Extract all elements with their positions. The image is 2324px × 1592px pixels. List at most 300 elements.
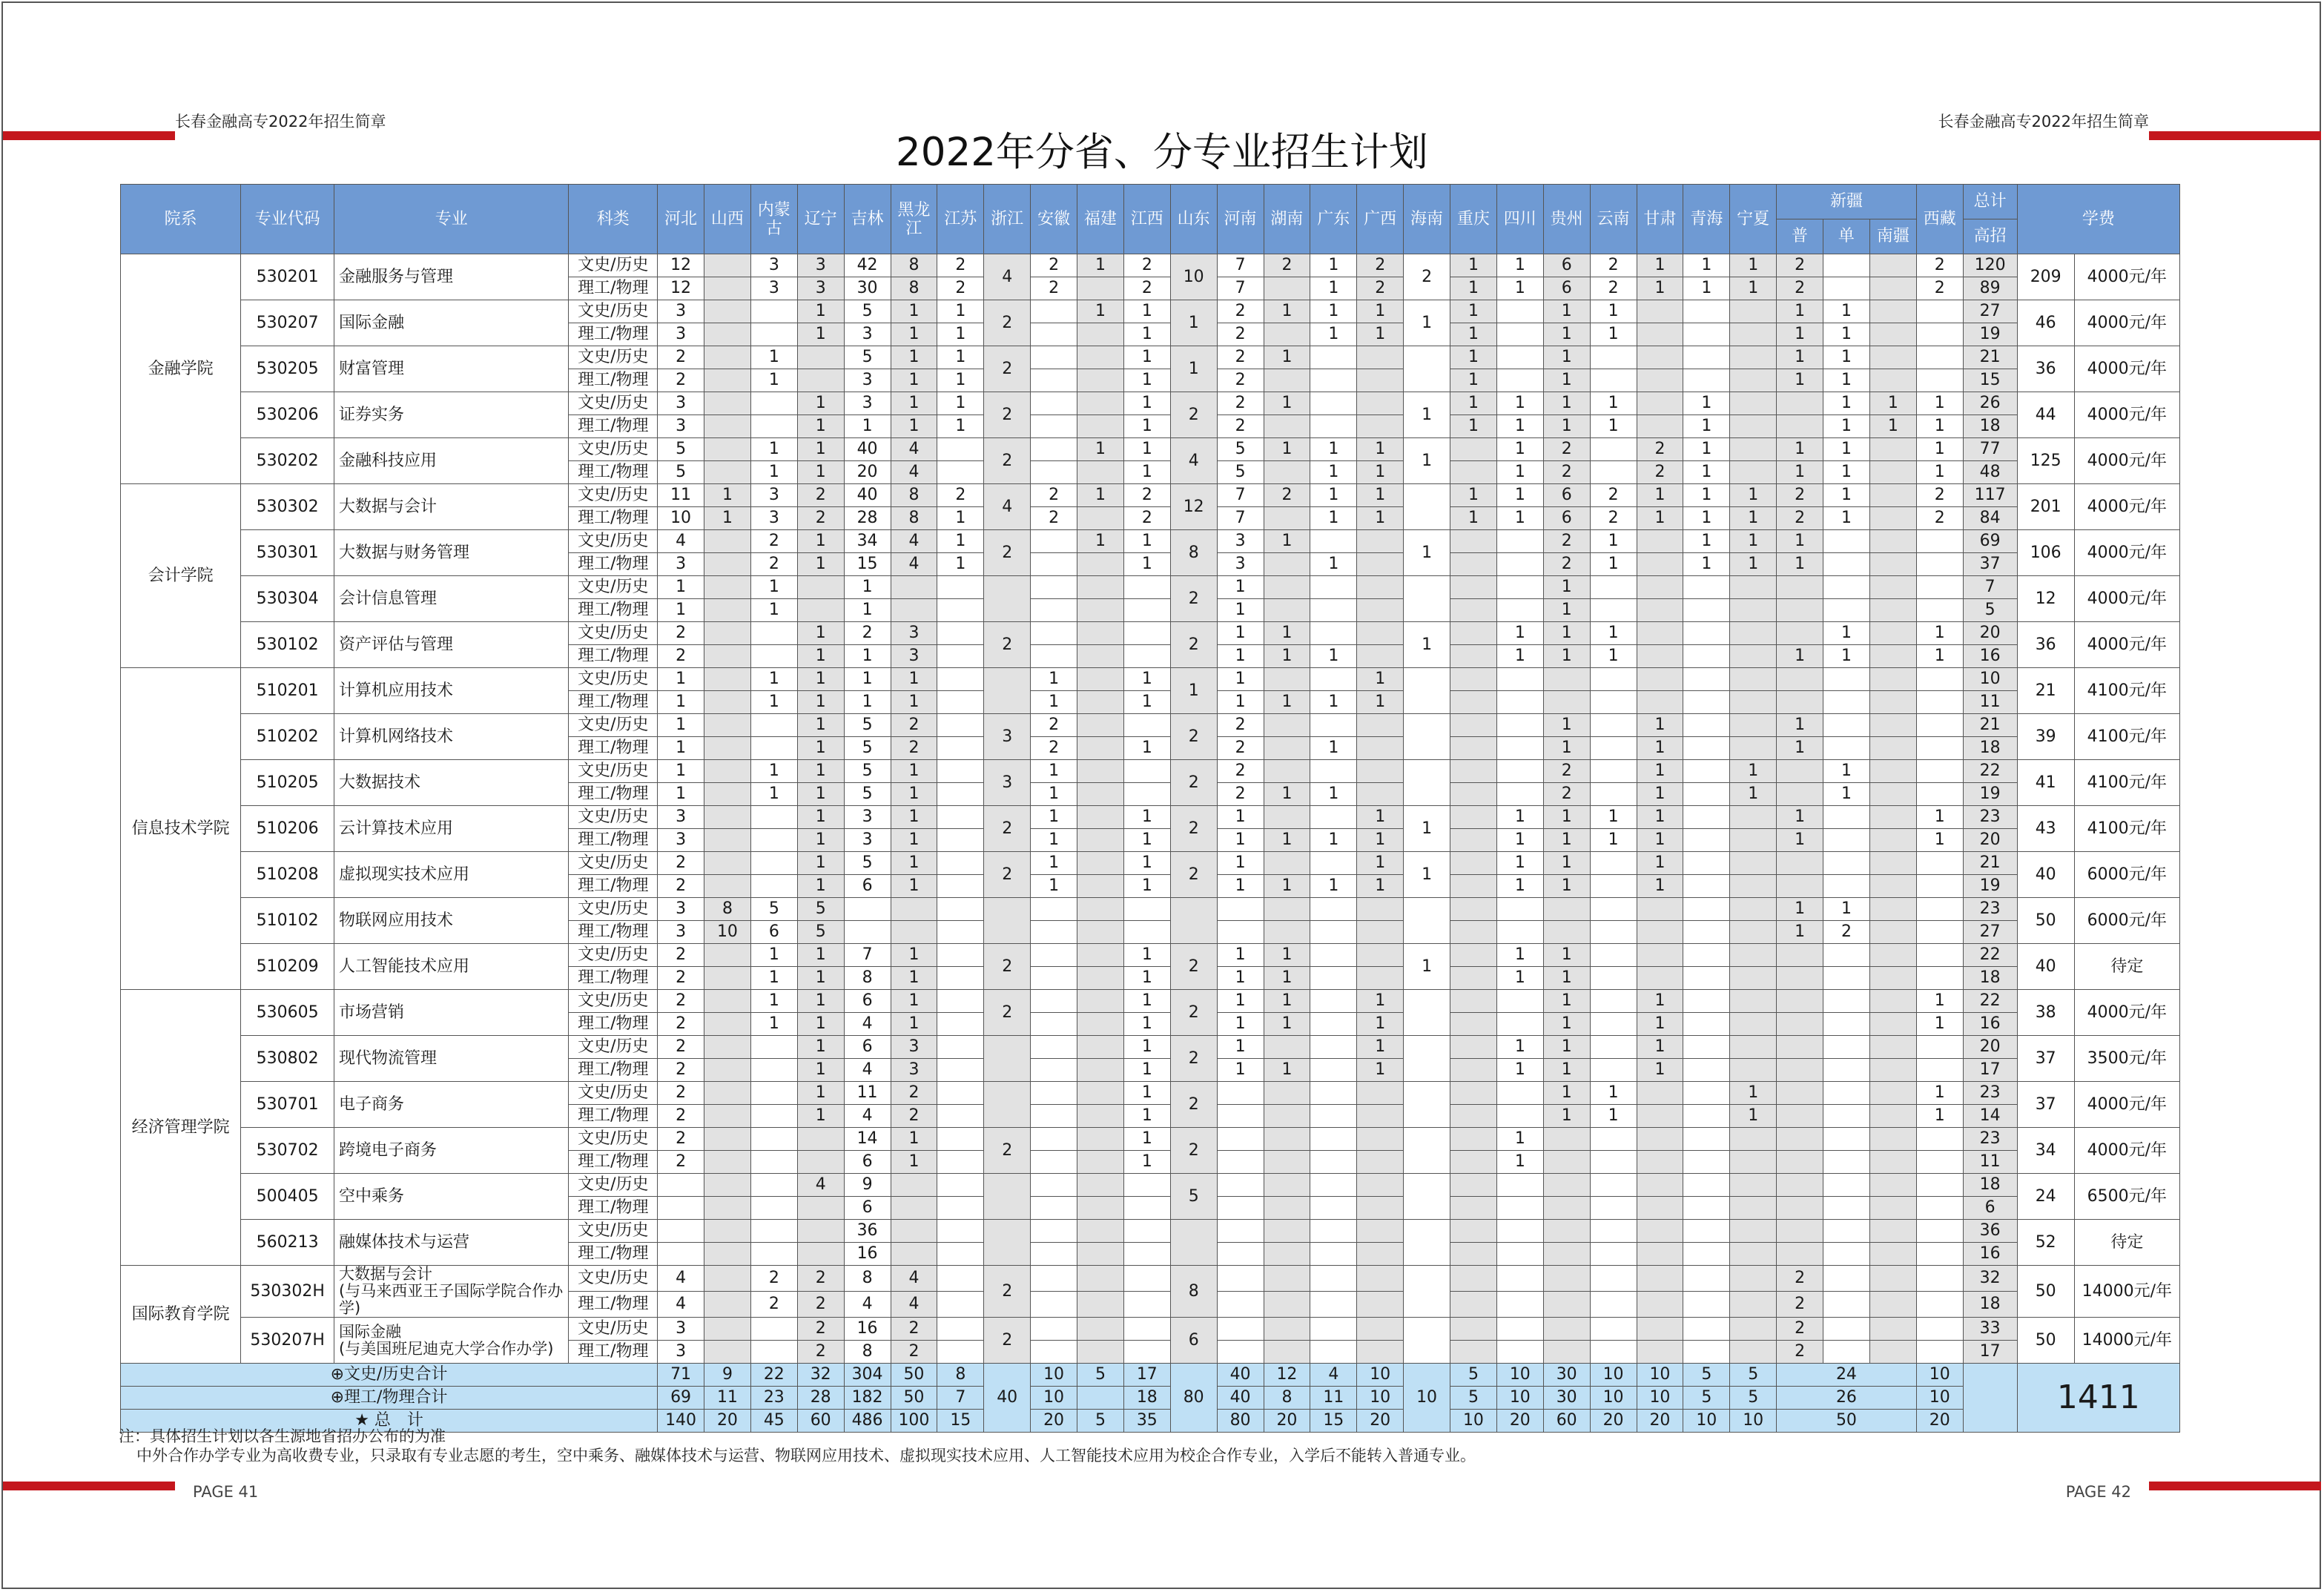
total-cell: 20 (1590, 1410, 1637, 1433)
quota-cell: 1 (1450, 277, 1497, 300)
quota-cell (750, 622, 797, 645)
quota-cell (1031, 438, 1077, 461)
major-name-cell (334, 576, 569, 622)
quota-cell (1777, 599, 1823, 622)
quota-cell (750, 1341, 797, 1364)
major-name: 人工智能技术应用 (339, 957, 470, 976)
quota-cell: 2 (658, 622, 704, 645)
quota-cell: 1 (1916, 1082, 1963, 1105)
total-cell: 20 (704, 1410, 751, 1433)
col-province-header: 黑龙江 (891, 185, 937, 254)
table-row (121, 668, 2180, 691)
quota-cell: 1 (1777, 898, 1823, 921)
quota-cell (1823, 1197, 1870, 1220)
quota-cell: 1 (1543, 1059, 1590, 1082)
quota-cell: 4 (891, 553, 937, 576)
quota-cell: 1 (1123, 461, 1170, 484)
quota-cell: 1 (1404, 806, 1450, 852)
quota-cell: 1 (1496, 875, 1543, 898)
quota-cell (1916, 1036, 1963, 1059)
quota-cell: 2 (1264, 484, 1310, 507)
quota-cell: 1 (1404, 530, 1450, 576)
total-cell (1077, 1387, 1124, 1410)
quota-cell (1777, 1174, 1823, 1197)
quota-cell: 2 (658, 1059, 704, 1082)
quota-cell (937, 599, 984, 622)
gaozhao-cell: 21 (1963, 714, 2017, 737)
quota-cell (704, 553, 751, 576)
quota-cell (1683, 990, 1730, 1013)
quota-cell (1264, 1036, 1310, 1059)
quota-cell: 2 (1543, 438, 1590, 461)
quota-cell: 1 (891, 691, 937, 714)
quota-cell (1730, 829, 1777, 852)
major-total: 12 (2017, 576, 2074, 622)
major-fee: 3500元/年 (2074, 1036, 2179, 1082)
major-total: 209 (2017, 254, 2074, 300)
quota-cell (1357, 576, 1404, 599)
table-row (121, 392, 2180, 415)
quota-cell: 1 (1683, 392, 1730, 415)
category-label: 理工/物理 (569, 277, 658, 300)
quota-cell: 1 (1404, 392, 1450, 438)
quota-cell (1683, 783, 1730, 806)
quota-cell (1357, 1174, 1404, 1197)
quota-cell (1590, 1059, 1637, 1082)
table-row (121, 1266, 2180, 1292)
quota-cell (1916, 1059, 1963, 1082)
gaozhao-cell: 69 (1963, 530, 2017, 553)
quota-cell: 12 (658, 254, 704, 277)
quota-cell (1310, 1082, 1357, 1105)
quota-cell (1450, 1174, 1497, 1197)
quota-cell: 1 (1543, 1013, 1590, 1036)
quota-cell (750, 829, 797, 852)
quota-cell (1310, 1059, 1357, 1082)
quota-cell: 2 (1031, 277, 1077, 300)
quota-cell (1683, 829, 1730, 852)
quota-cell (1637, 415, 1683, 438)
quota-cell: 1 (658, 668, 704, 691)
col-province-header: 宁夏 (1730, 185, 1777, 254)
quota-cell (750, 1082, 797, 1105)
quota-cell: 1 (1123, 737, 1170, 760)
quota-cell: 7 (1217, 277, 1264, 300)
quota-cell: 1 (1683, 461, 1730, 484)
quota-cell: 1 (1123, 392, 1170, 415)
quota-cell (1450, 806, 1497, 829)
quota-cell: 10 (658, 507, 704, 530)
quota-cell (1777, 1243, 1823, 1266)
quota-cell (1823, 254, 1870, 277)
quota-cell (1869, 760, 1916, 783)
quota-cell (1031, 1266, 1077, 1292)
quota-cell (937, 1243, 984, 1266)
quota-cell: 2 (1590, 254, 1637, 277)
quota-cell (1730, 415, 1777, 438)
quota-cell (1869, 1105, 1916, 1128)
total-cell: 5 (1683, 1387, 1730, 1410)
col-province-header: 甘肃 (1637, 185, 1683, 254)
quota-cell (1683, 1197, 1730, 1220)
quota-cell (1264, 806, 1310, 829)
quota-cell: 7 (1217, 507, 1264, 530)
quota-cell (1077, 1151, 1124, 1174)
quota-cell (704, 461, 751, 484)
quota-cell: 3 (658, 553, 704, 576)
quota-cell: 1 (658, 783, 704, 806)
quota-cell (1310, 852, 1357, 875)
quota-cell (1543, 1197, 1590, 1220)
quota-cell (1823, 1059, 1870, 1082)
quota-cell (1869, 438, 1916, 461)
total-cell: 11 (1310, 1387, 1357, 1410)
quota-cell (704, 990, 751, 1013)
quota-cell (704, 576, 751, 599)
quota-cell: 1 (937, 507, 984, 530)
table-row (121, 576, 2180, 599)
quota-cell (1264, 323, 1310, 346)
quota-cell: 1 (1077, 484, 1124, 507)
quota-cell: 1 (1496, 967, 1543, 990)
quota-cell: 1 (1077, 254, 1124, 277)
quota-cell: 3 (658, 829, 704, 852)
quota-cell: 3 (658, 1341, 704, 1364)
quota-cell: 6 (844, 875, 891, 898)
quota-cell (1170, 1220, 1217, 1266)
quota-cell (750, 415, 797, 438)
category-label: 文史/历史 (569, 622, 658, 645)
quota-cell (704, 852, 751, 875)
total-row (121, 1364, 2180, 1387)
quota-cell: 4 (658, 530, 704, 553)
major-fee: 4000元/年 (2074, 990, 2179, 1036)
quota-cell: 1 (1264, 783, 1310, 806)
quota-cell: 1 (1123, 1105, 1170, 1128)
page-number-right: PAGE 42 (2065, 1483, 2131, 1501)
quota-cell: 1 (797, 530, 844, 553)
quota-cell (1823, 1266, 1870, 1292)
quota-cell: 9 (844, 1174, 891, 1197)
quota-cell: 2 (891, 714, 937, 737)
quota-cell (1637, 530, 1683, 553)
quota-cell (1077, 461, 1124, 484)
quota-cell (1869, 254, 1916, 277)
quota-cell (1310, 576, 1357, 599)
quota-cell (1916, 553, 1963, 576)
category-label: 文史/历史 (569, 1266, 658, 1292)
category-label: 理工/物理 (569, 1151, 658, 1174)
total-cell: 71 (658, 1364, 704, 1387)
quota-cell (1637, 1292, 1683, 1318)
quota-cell: 1 (797, 783, 844, 806)
quota-cell (1357, 599, 1404, 622)
quota-cell (1031, 1082, 1077, 1105)
quota-cell (704, 415, 751, 438)
footer-bar-left (3, 1482, 175, 1490)
total-cell: 23 (750, 1387, 797, 1410)
major-name: 金融服务与管理 (339, 267, 454, 286)
quota-cell (1916, 783, 1963, 806)
quota-cell (1730, 898, 1777, 921)
quota-cell: 2 (797, 507, 844, 530)
quota-cell: 2 (658, 346, 704, 369)
quota-cell: 2 (891, 737, 937, 760)
quota-cell (1450, 852, 1497, 875)
quota-cell (704, 668, 751, 691)
quota-cell: 1 (937, 392, 984, 415)
table-row (121, 898, 2180, 921)
quota-cell: 2 (891, 1318, 937, 1341)
major-name-cell (334, 806, 569, 852)
quota-cell (1310, 1220, 1357, 1243)
quota-cell: 1 (1404, 438, 1450, 484)
footer-bar-right (2149, 1482, 2321, 1490)
quota-cell (1590, 1220, 1637, 1243)
quota-cell (1869, 530, 1916, 553)
total-cell: 20 (1916, 1410, 1963, 1433)
quota-cell: 3 (891, 1059, 937, 1082)
quota-cell (1031, 415, 1077, 438)
quota-cell (1496, 576, 1543, 599)
quota-cell (1823, 967, 1870, 990)
quota-cell: 34 (844, 530, 891, 553)
quota-cell: 2 (1637, 461, 1683, 484)
quota-cell: 1 (1310, 737, 1357, 760)
total-cell: 20 (1357, 1410, 1404, 1433)
quota-cell: 2 (1031, 484, 1077, 507)
quota-cell: 3 (658, 415, 704, 438)
quota-cell (1077, 875, 1124, 898)
major-name-cell (334, 530, 569, 576)
quota-cell (1730, 1174, 1777, 1197)
quota-cell (1637, 553, 1683, 576)
quota-cell: 3 (658, 323, 704, 346)
major-code: 530207 (241, 300, 334, 346)
category-label: 理工/物理 (569, 553, 658, 576)
quota-cell (1031, 921, 1077, 944)
total-cell: 10 (1590, 1364, 1637, 1387)
gaozhao-cell: 18 (1963, 967, 2017, 990)
quota-cell (1916, 737, 1963, 760)
major-code: 530605 (241, 990, 334, 1036)
quota-cell (704, 714, 751, 737)
quota-cell (1916, 323, 1963, 346)
major-fee: 4000元/年 (2074, 530, 2179, 576)
quota-cell (1310, 1266, 1357, 1292)
quota-cell: 1 (1357, 806, 1404, 829)
quota-cell (1683, 1220, 1730, 1243)
quota-cell (1590, 1013, 1637, 1036)
major-total: 50 (2017, 898, 2074, 944)
quota-cell (1777, 967, 1823, 990)
quota-cell: 2 (1217, 323, 1264, 346)
major-total: 34 (2017, 1128, 2074, 1174)
quota-cell (1590, 438, 1637, 461)
quota-cell (1310, 599, 1357, 622)
major-total: 106 (2017, 530, 2074, 576)
quota-cell (1077, 714, 1124, 737)
quota-cell: 1 (1730, 1082, 1777, 1105)
quota-cell (1637, 1197, 1683, 1220)
quota-cell (937, 990, 984, 1013)
quota-cell: 2 (1777, 1318, 1823, 1341)
quota-cell: 1 (1730, 1105, 1777, 1128)
quota-cell (1730, 714, 1777, 737)
quota-cell (1450, 921, 1497, 944)
quota-cell (1123, 599, 1170, 622)
quota-cell (1823, 714, 1870, 737)
total-cell: 10 (1496, 1364, 1543, 1387)
quota-cell (1264, 599, 1310, 622)
quota-cell: 1 (937, 553, 984, 576)
total-cell: 10 (1916, 1364, 1963, 1387)
quota-cell: 1 (1916, 1013, 1963, 1036)
quota-cell (1590, 1341, 1637, 1364)
total-cell: 304 (844, 1364, 891, 1387)
quota-cell: 1 (1123, 1059, 1170, 1082)
quota-cell (1869, 668, 1916, 691)
quota-cell (1869, 622, 1916, 645)
category-label: 理工/物理 (569, 507, 658, 530)
quota-cell: 2 (1170, 1036, 1217, 1082)
quota-cell (704, 1174, 751, 1197)
quota-cell (1031, 599, 1077, 622)
quota-cell: 40 (844, 484, 891, 507)
category-label: 理工/物理 (569, 369, 658, 392)
quota-cell: 1 (1357, 1036, 1404, 1059)
quota-cell: 1 (1496, 1151, 1543, 1174)
major-name-cell (334, 1174, 569, 1220)
quota-cell: 1 (1637, 714, 1683, 737)
major-total: 24 (2017, 1174, 2074, 1220)
major-fee: 4000元/年 (2074, 484, 2179, 530)
quota-cell (1077, 1266, 1124, 1292)
quota-cell: 1 (1543, 645, 1590, 668)
quota-cell (1823, 875, 1870, 898)
quota-cell: 3 (844, 392, 891, 415)
quota-cell (1543, 1292, 1590, 1318)
total-label: ⊕文史/历史合计 (121, 1364, 658, 1387)
quota-cell (937, 852, 984, 875)
total-cell: 100 (891, 1410, 937, 1433)
quota-cell (1404, 1318, 1450, 1364)
category-label: 文史/历史 (569, 438, 658, 461)
quota-cell: 1 (1496, 392, 1543, 415)
quota-cell: 6 (1543, 254, 1590, 277)
quota-cell (1637, 1266, 1683, 1292)
quota-cell (937, 1059, 984, 1082)
quota-cell (937, 1013, 984, 1036)
quota-cell: 1 (1590, 645, 1637, 668)
quota-cell: 1 (1264, 990, 1310, 1013)
quota-cell (1637, 346, 1683, 369)
quota-cell (1637, 691, 1683, 714)
quota-cell: 20 (844, 461, 891, 484)
quota-cell (1730, 1318, 1777, 1341)
quota-cell: 1 (1543, 1105, 1590, 1128)
quota-cell: 1 (1123, 990, 1170, 1013)
quota-cell (1683, 369, 1730, 392)
major-name: 大数据技术 (339, 773, 421, 792)
category-label: 理工/物理 (569, 1197, 658, 1220)
quota-cell (1590, 944, 1637, 967)
quota-cell (1869, 553, 1916, 576)
quota-cell: 2 (1543, 553, 1590, 576)
quota-cell: 2 (1217, 737, 1264, 760)
major-total: 44 (2017, 392, 2074, 438)
quota-cell (1264, 1266, 1310, 1292)
gaozhao-cell: 120 (1963, 254, 2017, 277)
quota-cell (1077, 553, 1124, 576)
table-row (121, 1082, 2180, 1105)
quota-cell (1683, 921, 1730, 944)
college-name: 金融学院 (121, 254, 241, 484)
total-cell: 10 (1590, 1387, 1637, 1410)
quota-cell (1916, 1266, 1963, 1292)
quota-cell: 3 (891, 645, 937, 668)
quota-cell: 2 (750, 530, 797, 553)
quota-cell: 4 (984, 484, 1031, 530)
category-label: 理工/物理 (569, 875, 658, 898)
quota-cell (1777, 392, 1823, 415)
quota-cell (1357, 1128, 1404, 1151)
quota-cell (1031, 944, 1077, 967)
major-code: 530304 (241, 576, 334, 622)
quota-cell: 1 (891, 300, 937, 323)
quota-cell (1637, 323, 1683, 346)
total-cell: 10 (1404, 1364, 1450, 1433)
quota-cell (1869, 1082, 1916, 1105)
quota-cell (1916, 875, 1963, 898)
quota-cell (1777, 1036, 1823, 1059)
quota-cell (1077, 1082, 1124, 1105)
quota-cell: 1 (891, 1151, 937, 1174)
quota-cell (1869, 599, 1916, 622)
quota-cell: 1 (1264, 530, 1310, 553)
gaozhao-cell: 21 (1963, 852, 2017, 875)
quota-cell: 28 (844, 507, 891, 530)
quota-cell: 2 (984, 346, 1031, 392)
quota-cell (1404, 1036, 1450, 1082)
quota-cell: 1 (1217, 806, 1264, 829)
quota-cell (1823, 737, 1870, 760)
category-label: 文史/历史 (569, 392, 658, 415)
quota-cell: 1 (1637, 852, 1683, 875)
quota-cell (891, 1220, 937, 1243)
quota-cell: 1 (1637, 829, 1683, 852)
quota-cell: 1 (1031, 829, 1077, 852)
quota-cell: 3 (750, 277, 797, 300)
quota-cell: 1 (1543, 369, 1590, 392)
quota-cell: 2 (1031, 507, 1077, 530)
quota-cell (1077, 1128, 1124, 1151)
quota-cell (937, 944, 984, 967)
quota-cell (1123, 921, 1170, 944)
quota-cell: 1 (658, 691, 704, 714)
quota-cell (1404, 1082, 1450, 1128)
quota-cell (1031, 1059, 1077, 1082)
quota-cell (1310, 622, 1357, 645)
quota-cell (1730, 691, 1777, 714)
quota-cell: 1 (1031, 668, 1077, 691)
quota-cell: 1 (1077, 530, 1124, 553)
total-cell: 30 (1543, 1387, 1590, 1410)
gaozhao-cell: 20 (1963, 1036, 2017, 1059)
total-cell: 40 (984, 1364, 1031, 1433)
quota-cell (750, 392, 797, 415)
table-row (121, 1174, 2180, 1197)
